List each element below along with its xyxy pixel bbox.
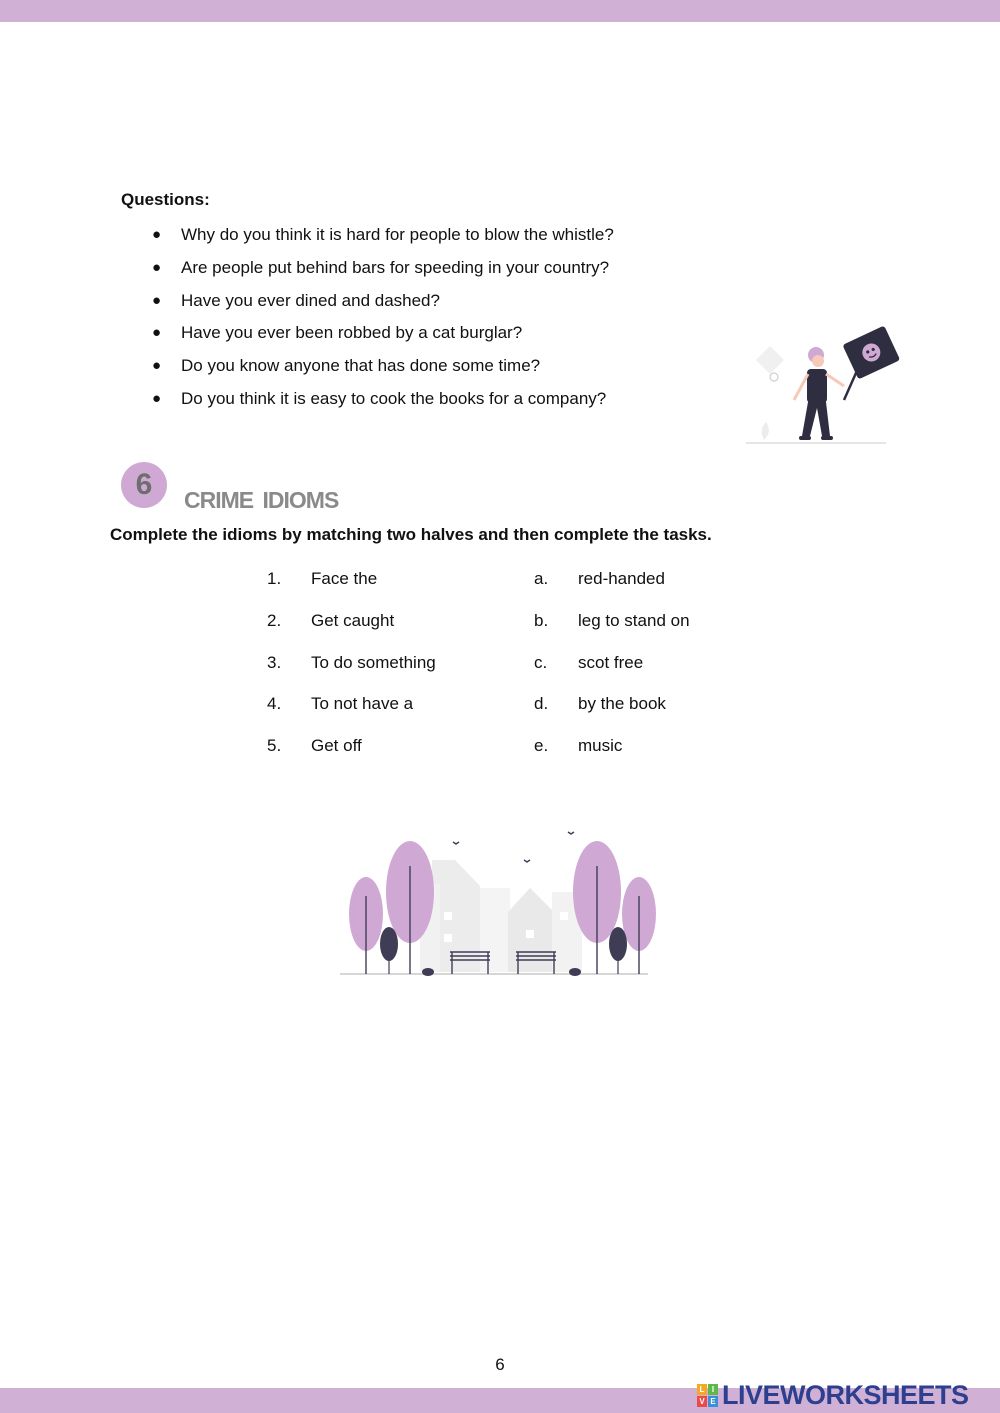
park-illustration (340, 826, 662, 978)
instructions: Complete the idioms by matching two halves and then complete the tasks. (110, 525, 712, 544)
second-half-text: scot free (578, 653, 644, 672)
question-item: ● Do you think it is easy to cook the books for a company? (152, 388, 607, 408)
idiom-row (0, 652, 1000, 678)
brand-mark-icon: L I V E (697, 1384, 718, 1407)
second-half-letter: c. (534, 653, 548, 672)
protester-illustration (740, 322, 905, 450)
first-half-text: To do something (311, 653, 436, 672)
bullet-icon: ● (152, 291, 162, 309)
question-item: ● Do you know anyone that has done some time? (152, 356, 541, 376)
first-half-number: 3. (267, 653, 282, 672)
brand-name: LIVEWORKSHEETS (722, 1379, 969, 1410)
questions-list (150, 224, 614, 421)
idiom-row (0, 693, 1000, 719)
first-half-number: 2. (267, 611, 282, 630)
question-item: ● Have you ever been robbed by a cat burglar? (152, 323, 523, 343)
first-half-number: 1. (267, 569, 282, 588)
question-item: ● Are people put behind bars for speeding in your country? (152, 257, 610, 277)
second-half-text: leg to stand on (578, 611, 690, 630)
second-half-text: by the book (578, 694, 666, 713)
section-title: CRIME IDIOMS (184, 487, 339, 513)
section-number-badge: 6 (121, 462, 167, 508)
first-half-text: Face the (311, 569, 378, 588)
questions-heading: Questions: (121, 190, 210, 209)
bullet-icon: ● (152, 389, 162, 407)
bullet-icon: ● (152, 324, 162, 342)
page-number: 6 (495, 1355, 505, 1374)
first-half-text: Get caught (311, 611, 395, 630)
bullet-icon: ● (152, 226, 162, 243)
header-bar (0, 0, 1000, 22)
first-half-number: 5. (267, 736, 282, 755)
bullet-icon: ● (152, 357, 162, 375)
idiom-row (0, 735, 1000, 761)
idiom-row (0, 568, 1000, 594)
second-half-letter: b. (534, 611, 549, 630)
liveworksheets-logo (697, 1380, 969, 1410)
second-half-text: red-handed (578, 569, 665, 588)
question-item: ● Why do you think it is hard for people to blow the whistle? (152, 225, 614, 244)
second-half-letter: a. (534, 569, 549, 588)
second-half-text: music (578, 736, 623, 755)
first-half-text: To not have a (311, 694, 414, 713)
second-half-letter: d. (534, 694, 549, 713)
first-half-text: Get off (311, 736, 362, 755)
second-half-letter: e. (534, 736, 549, 755)
question-item: ● Have you ever dined and dashed? (152, 290, 440, 310)
first-half-number: 4. (267, 694, 282, 713)
bullet-icon: ● (152, 258, 162, 276)
idiom-row (0, 610, 1000, 636)
